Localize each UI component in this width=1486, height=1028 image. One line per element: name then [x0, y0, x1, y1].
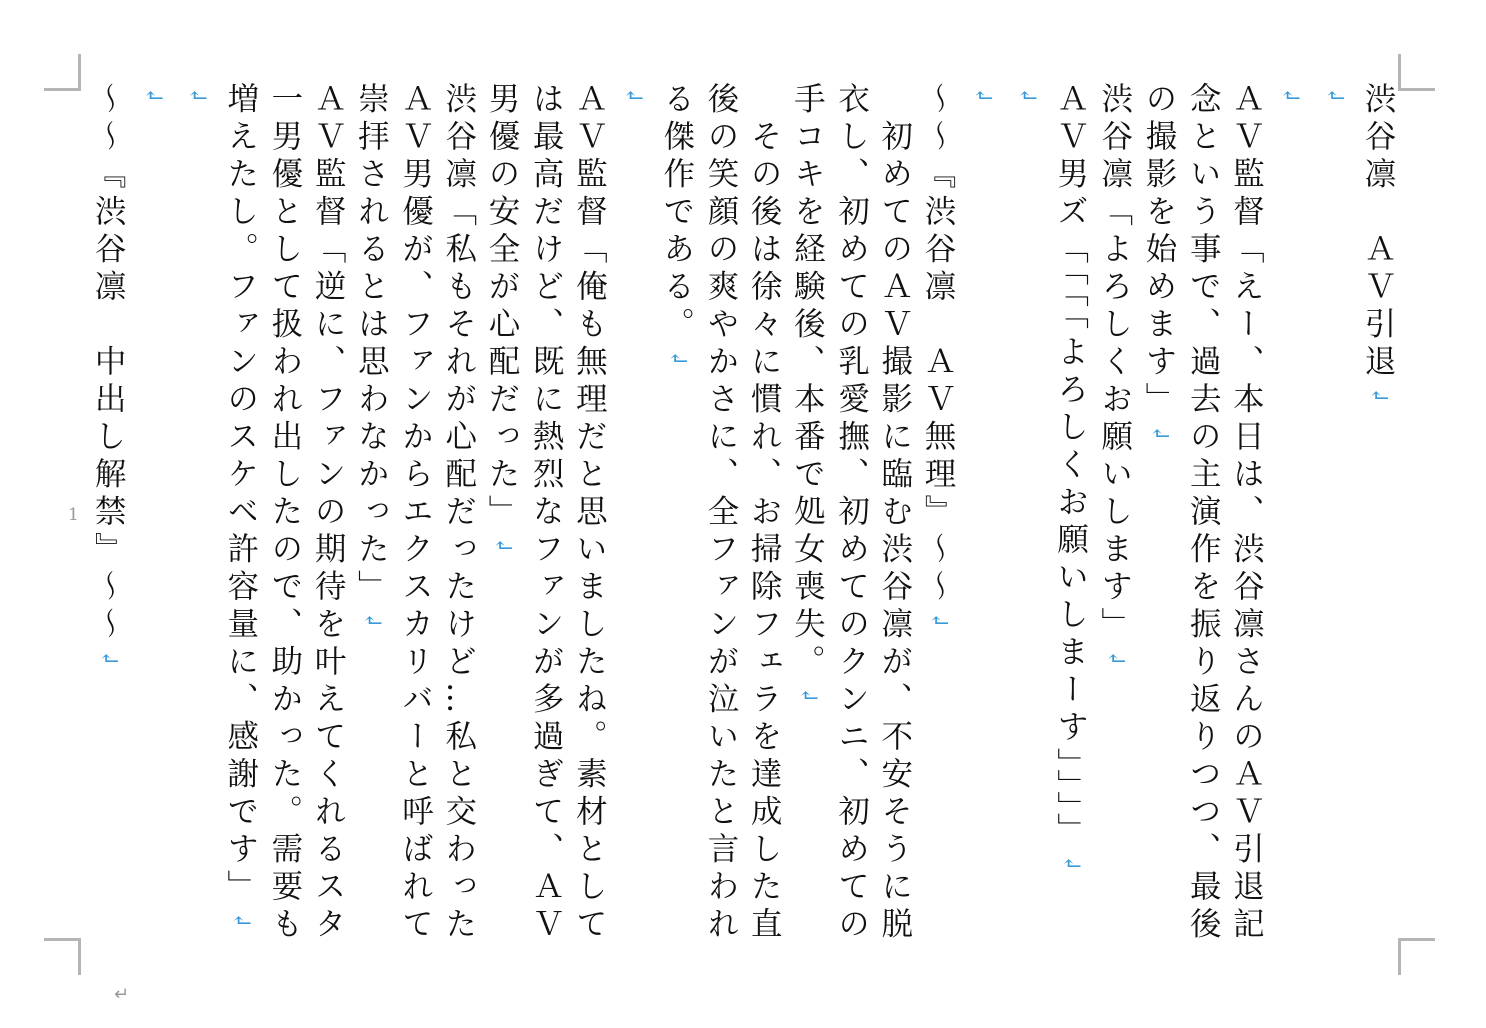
paragraph-mark-icon: ↲	[1102, 648, 1128, 667]
paragraph-mark-icon: ↲	[184, 86, 210, 105]
page-number: 1	[68, 505, 79, 525]
paragraph-mark-icon: ↲	[1321, 86, 1347, 105]
paragraph[interactable]	[1093, 82, 1137, 962]
paragraph-text: 渋谷凛 ＡＶ引退	[1360, 82, 1396, 382]
margin-corner-top-right	[1398, 54, 1435, 91]
paragraph-mark-icon: ↲	[925, 611, 951, 630]
paragraph[interactable]	[1048, 82, 1092, 962]
paragraph[interactable]	[174, 82, 218, 962]
paragraph[interactable]	[785, 82, 916, 962]
paragraph-text: ＡＶ監督「俺も無理だと思いましたね。素材としては最高だけど、既に熱烈なファンが多過ぎて、ＡＶ男優の安全が心配だった」	[483, 82, 608, 945]
paragraph[interactable]	[916, 82, 960, 962]
paragraph-text: 〜〜『渋谷凛 中出し解禁』〜〜	[90, 82, 127, 645]
paragraph-mark-icon: ↲	[359, 611, 385, 630]
paragraph-mark-icon: ↲	[140, 86, 166, 105]
paragraph-mark-icon: ↲	[970, 86, 996, 105]
paragraph[interactable]	[960, 82, 1004, 962]
paragraph[interactable]	[1267, 82, 1311, 962]
paragraph[interactable]	[1312, 82, 1356, 962]
paragraph-mark-icon: ↲	[1146, 423, 1172, 442]
paragraph[interactable]	[349, 82, 480, 962]
paragraph-mark-icon: ↲	[795, 686, 821, 705]
document-body[interactable]	[70, 82, 1400, 962]
paragraph-mark-icon: ↲	[1014, 86, 1040, 105]
paragraph-mark-icon: ↲	[1366, 386, 1391, 405]
paragraph-mark-icon: ↲	[664, 348, 690, 367]
paragraph[interactable]	[480, 82, 611, 962]
paragraph-mark-icon: ↲	[1277, 86, 1303, 105]
paragraph-mark-icon: ↲	[96, 648, 122, 667]
paragraph-text: ＡＶ監督「逆に、ファンの期待を叶えてくれるスタ一男優として扱われ出したので、助かった。需要も増えたし。ファンのスケベ許容量に、感謝です」	[222, 82, 347, 945]
paragraph[interactable]	[1137, 82, 1268, 962]
paragraph[interactable]	[1004, 82, 1048, 962]
paragraph[interactable]	[86, 82, 130, 962]
paragraph[interactable]	[130, 82, 174, 962]
paragraph[interactable]	[219, 82, 350, 962]
paragraph-text: 〜〜『渋谷凛 ＡＶ無理』〜〜	[919, 82, 956, 607]
paragraph-mark-icon: ↲	[1058, 854, 1084, 873]
end-of-document-mark: ↵	[114, 984, 130, 1005]
paragraph-mark-icon: ↲	[620, 86, 646, 105]
paragraph-text: その後は徐々に慣れ、お掃除フェラを達成した直後の笑顔の爽やかさに、全ファンが泣いたと言われる傑作である。	[658, 82, 783, 945]
margin-corner-bottom-right	[1398, 938, 1435, 975]
paragraph-text: ＡＶ男ズ「「「「よろしくお願いしまーす」」」」	[1052, 82, 1089, 850]
paragraph[interactable]	[655, 82, 786, 962]
paragraph-mark-icon: ↲	[489, 536, 515, 555]
paragraph[interactable]	[610, 82, 654, 962]
paragraph[interactable]	[1356, 82, 1400, 962]
paragraph-text: 渋谷凛「私もそれが心配だったけど…私と交わったＡＶ男優が、ファンからエクスカリバーと呼ばれて崇拝されるとは思わなかった」	[353, 82, 477, 945]
paragraph-text: 初めてのＡＶ撮影に臨む渋谷凛が、不安そうに脱衣し、初めての乳愛撫、初めてのクンニ、初めての手コキを経験後、本番で処女喪失。	[789, 82, 913, 945]
paragraph-text: 渋谷凛「よろしくお願いします」	[1096, 82, 1133, 645]
paragraph-mark-icon: ↲	[228, 911, 254, 930]
paragraph-text: ＡＶ監督「えー、本日は、渋谷凛さんのＡＶ引退記念という事で、過去の主演作を振り返りつつ、最後の撮影を始めます」	[1140, 82, 1265, 945]
